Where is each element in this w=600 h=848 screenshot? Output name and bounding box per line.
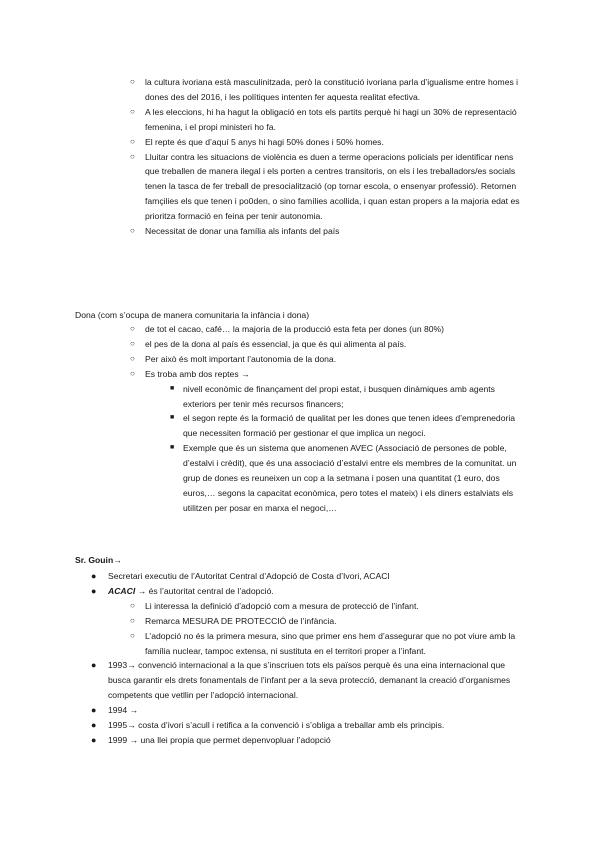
acaci-emphasis: ACACI	[108, 585, 136, 596]
filled-bullet-icon: ●	[91, 660, 97, 671]
list-item: ● Secretari executiu de l’Autoritat Central d’Adopció de Costa d’Ivori, ACACI	[108, 569, 522, 584]
list-item: ○ de tot el cacao, café… la majoria de la producció esta feta per dones (un 80%)	[145, 322, 523, 337]
list-item: ● 1995→ costa d’ivori s’acull i retifica a la convenció i s’obliga a treballar amb els principis.	[108, 718, 522, 733]
filled-bullet-icon: ●	[91, 734, 97, 745]
list-item: ○ El repte és que d’aquí 5 anys hi hagi 50% dones i 50% homes.	[145, 135, 523, 150]
sub-list-item: ○ Remarca MESURA DE PROTECCIÓ de l’infància.	[145, 614, 523, 629]
sub-list-item: ○ Li interessa la definició d’adopció com a mesura de protecció de l’infant.	[145, 599, 523, 614]
hollow-bullet-icon: ○	[130, 226, 135, 236]
filled-bullet-icon: ●	[91, 585, 97, 596]
sub-list-item: ■ nivell econòmic de finançament del propi estat, i busquen dinàmiques amb agents exteriors per tenir més recursos financers;	[170, 383, 495, 409]
square-bullet-icon: ■	[170, 384, 175, 392]
hollow-bullet-icon: ○	[130, 324, 135, 333]
list-item: ○ el pes de la dona al país és essencial, ja que és qui alimenta al país.	[145, 337, 523, 352]
list-item: ○ A les eleccions, hi ha hagut la obligació en tots els partits perquè hi hagi un 30% de representació femenina, i el propi ministeri ho fa.	[130, 106, 517, 132]
list-item: ○ Per això és molt important l’autonomia de la dona.	[145, 352, 523, 367]
list-item: ○ Lluitar contra les situacions de violència es duen a terme operacions policials per identificar nens que treballen de manera ilegal i els porten a centres transitoris, on els i les treballadors/es socials tenen la tasca de fer treball de presocialització (op tornar escola, o ensenyar professió). Retornen famçilies els que tenen i po0den, o sino famílies acollida, i quan estan propers a la majoria edat es prioritza formació en feina per tenir autonomia.	[130, 151, 520, 222]
list-item: ○ Necessitat de donar una família als infants del país	[145, 224, 523, 239]
hollow-bullet-icon: ○	[130, 368, 135, 378]
list-item: ● 1993→ convenció internacional a la que s’inscriuen tots els països perquè és una eina internacional que busca garantir els drets fonamentals de l’infant per a la seva protecció, demanant la creació d’organismes competents que vetllin per l’adopció internacional.	[91, 660, 511, 701]
hollow-bullet-icon: ○	[130, 77, 135, 86]
section-1-list	[0, 75, 523, 239]
filled-bullet-icon: ●	[91, 571, 97, 581]
list-item: ● 1994 →	[108, 703, 522, 718]
hollow-bullet-icon: ○	[130, 353, 135, 363]
list-item: ● ACACI → és l’autoritat central de l’adopció.	[108, 584, 522, 599]
hollow-bullet-icon: ○	[130, 106, 135, 116]
section-3-heading: Sr. Gouin→	[75, 555, 122, 565]
hollow-bullet-icon: ○	[130, 600, 135, 610]
square-bullet-icon: ■	[170, 444, 175, 452]
sub-list-item: ○ L’adopció no és la primera mesura, sino que primer ens hem d’assegurar que no pot viure amb la família nuclear, tampoc extensa, ni sustituta en el territori proper a l’infant.	[130, 630, 516, 656]
list-item: ○ la cultura ivoriana està masculinitzada, però la constitució ivoriana parla d’igualisme entre homes i dones des del 2016, i les polítiques intenten fer aquesta realitat efectiva.	[130, 77, 519, 102]
sub-list-item: ■ Exemple que és un sistema que anomenen AVEC (Associació de persones de poble, d’estalvi i crèdit), que és una associació d’estalvi entre els membres de la comunitat. un grup de dones es reuneixen un cop a la setmana i posen una quantitat (1 euro, dos euros,… segons la capacitat econòmica, pero totes el mateix) i els diners estalviats els utilitzen per posar en marxa el negoci,…	[170, 443, 517, 513]
list-item: ○ Es troba amb dos reptes →	[145, 367, 523, 382]
hollow-bullet-icon: ○	[130, 136, 135, 146]
sub-list-item: ■ el segon repte és la formació de qualitat per les dones que tenen idees d’emprenedoria que necessiten formació per gestionar el que implica un negoci.	[170, 413, 516, 439]
section-2-heading: Dona (com s’ocupa de manera comunitaria la infància i dona)	[75, 310, 310, 320]
hollow-bullet-icon: ○	[130, 151, 135, 161]
section-2-list	[0, 322, 523, 516]
hollow-bullet-icon: ○	[130, 615, 135, 625]
hollow-bullet-icon: ○	[130, 630, 135, 640]
section-3-list	[0, 569, 523, 748]
hollow-bullet-icon: ○	[130, 338, 135, 348]
list-item: ● 1999 → una llei propia que permet depenvopluar l’adopció	[108, 733, 522, 748]
square-bullet-icon: ■	[170, 414, 175, 422]
filled-bullet-icon: ●	[91, 705, 97, 716]
filled-bullet-icon: ●	[91, 720, 97, 731]
